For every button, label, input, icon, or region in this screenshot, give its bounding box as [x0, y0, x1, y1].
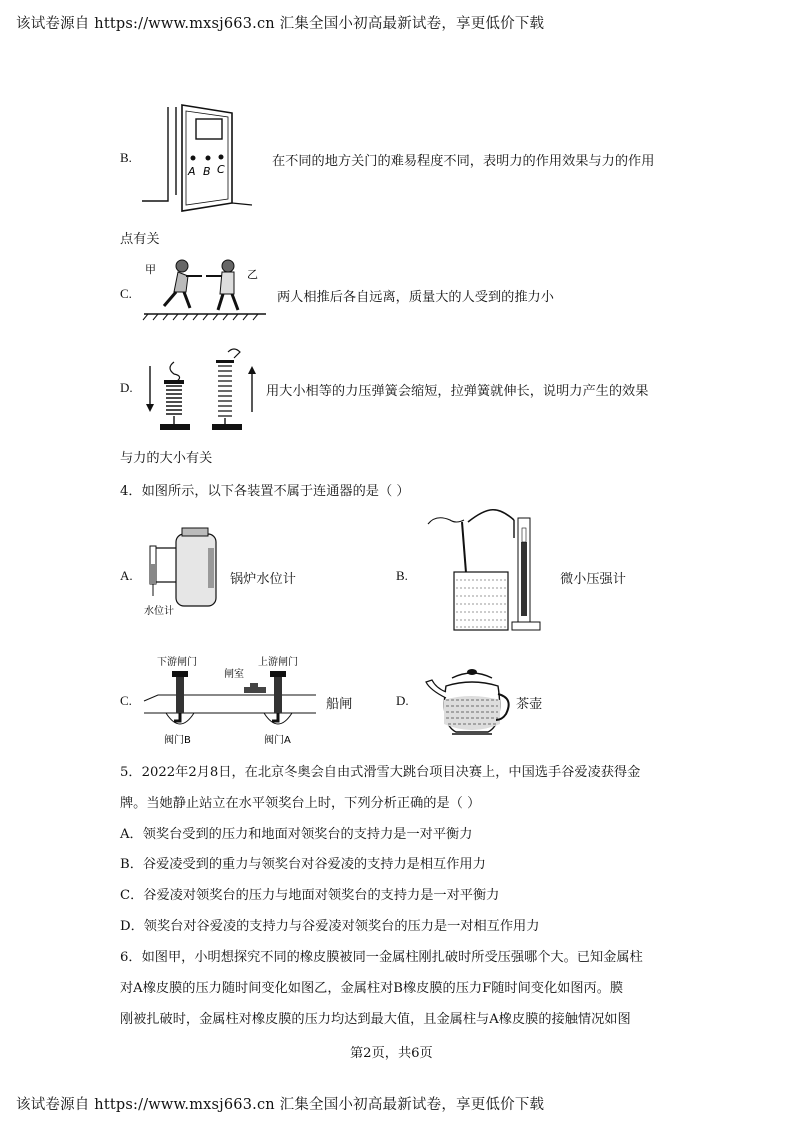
q3-option-b-continuation: 点有关	[120, 232, 160, 247]
q5-option-a: A．领奖台受到的压力和地面对领奖台的支持力是一对平衡力	[120, 827, 473, 842]
water-gauge-label: 水位计	[144, 606, 174, 617]
person-jia-label: 甲	[145, 263, 156, 276]
source-banner-bottom: 该试卷源自 https://www.mxsj663.cn 汇集全国小初高最新试卷，享更低价下载	[16, 1097, 545, 1113]
downstream-gate-label: 下游闸门	[157, 657, 197, 668]
upstream-gate-label: 上游闸门	[258, 657, 298, 668]
boiler-water-gauge-figure	[140, 520, 230, 624]
q4-option-d-label: D.	[396, 693, 409, 708]
door-letter-c: C	[217, 163, 225, 176]
q4-option-c-caption: 船闸	[326, 697, 353, 712]
q3-option-d-label: D.	[120, 380, 133, 395]
teapot-figure	[422, 664, 514, 738]
q3-option-c-label: C.	[120, 286, 132, 301]
q5-option-c: C．谷爱凌对领奖台的压力与地面对领奖台的支持力是一对平衡力	[120, 888, 500, 903]
two-people-pushing-figure	[140, 254, 270, 324]
q3-option-b-text: 在不同的地方关门的难易程度不同，表明力的作用效果与力的作用	[272, 154, 655, 169]
valve-a-label: 阀门A	[264, 735, 291, 745]
q4-option-a-label: A.	[120, 568, 133, 583]
q4-option-c-label: C.	[120, 693, 132, 708]
manometer-figure	[418, 508, 550, 636]
q6-line-1: 6．如图甲，小明想探究不同的橡皮膜被同一金属柱刚扎破时所受压强哪个大。已知金属柱	[120, 950, 643, 965]
door-letter-a: A	[188, 165, 196, 178]
spring-figure	[140, 342, 262, 434]
door-figure	[140, 103, 260, 215]
door-letter-b: B	[203, 165, 211, 178]
q4-option-a-caption: 锅炉水位计	[230, 572, 296, 587]
q4-option-d-caption: 茶壶	[516, 697, 543, 712]
valve-b-label: 阀门B	[164, 735, 191, 745]
q5-stem-line-2: 牌。当她静止站立在水平领奖台上时，下列分析正确的是（ ）	[120, 796, 481, 811]
source-banner-top: 该试卷源自 https://www.mxsj663.cn 汇集全国小初高最新试卷，享更低价下载	[16, 16, 545, 32]
lock-chamber-label: 闸室	[224, 669, 244, 680]
q3-option-d-continuation: 与力的大小有关	[120, 451, 213, 466]
ship-lock-figure	[140, 655, 316, 745]
q6-line-2: 对A橡皮膜的压力随时间变化如图乙，金属柱对B橡皮膜的压力F随时间变化如图丙。膜	[120, 981, 624, 996]
q3-option-d-text: 用大小相等的力压弹簧会缩短，拉弹簧就伸长，说明力产生的效果	[266, 384, 649, 399]
q4-stem: 4．如图所示，以下各装置不属于连通器的是（ ）	[120, 484, 410, 499]
q5-option-b: B．谷爱凌受到的重力与领奖台对谷爱凌的支持力是相互作用力	[120, 857, 486, 872]
q5-stem-line-1: 5．2022年2月8日，在北京冬奥会自由式滑雪大跳台项目决赛上，中国选手谷爱凌获得金	[120, 765, 641, 780]
q5-option-d: D．领奖台对谷爱凌的支持力与谷爱凌对领奖台的压力是一对相互作用力	[120, 919, 540, 934]
person-yi-label: 乙	[247, 268, 258, 281]
q4-option-b-label: B.	[396, 568, 408, 583]
q4-option-b-caption: 微小压强计	[560, 572, 626, 587]
q3-option-b-label: B.	[120, 150, 132, 165]
page-number: 第2页，共6页	[350, 1046, 433, 1061]
q6-line-3: 刚被扎破时，金属柱对橡皮膜的压力均达到最大值，且金属柱与A橡皮膜的接触情况如图	[120, 1012, 631, 1027]
q3-option-c-text: 两人相推后各自远离，质量大的人受到的推力小	[277, 290, 554, 305]
